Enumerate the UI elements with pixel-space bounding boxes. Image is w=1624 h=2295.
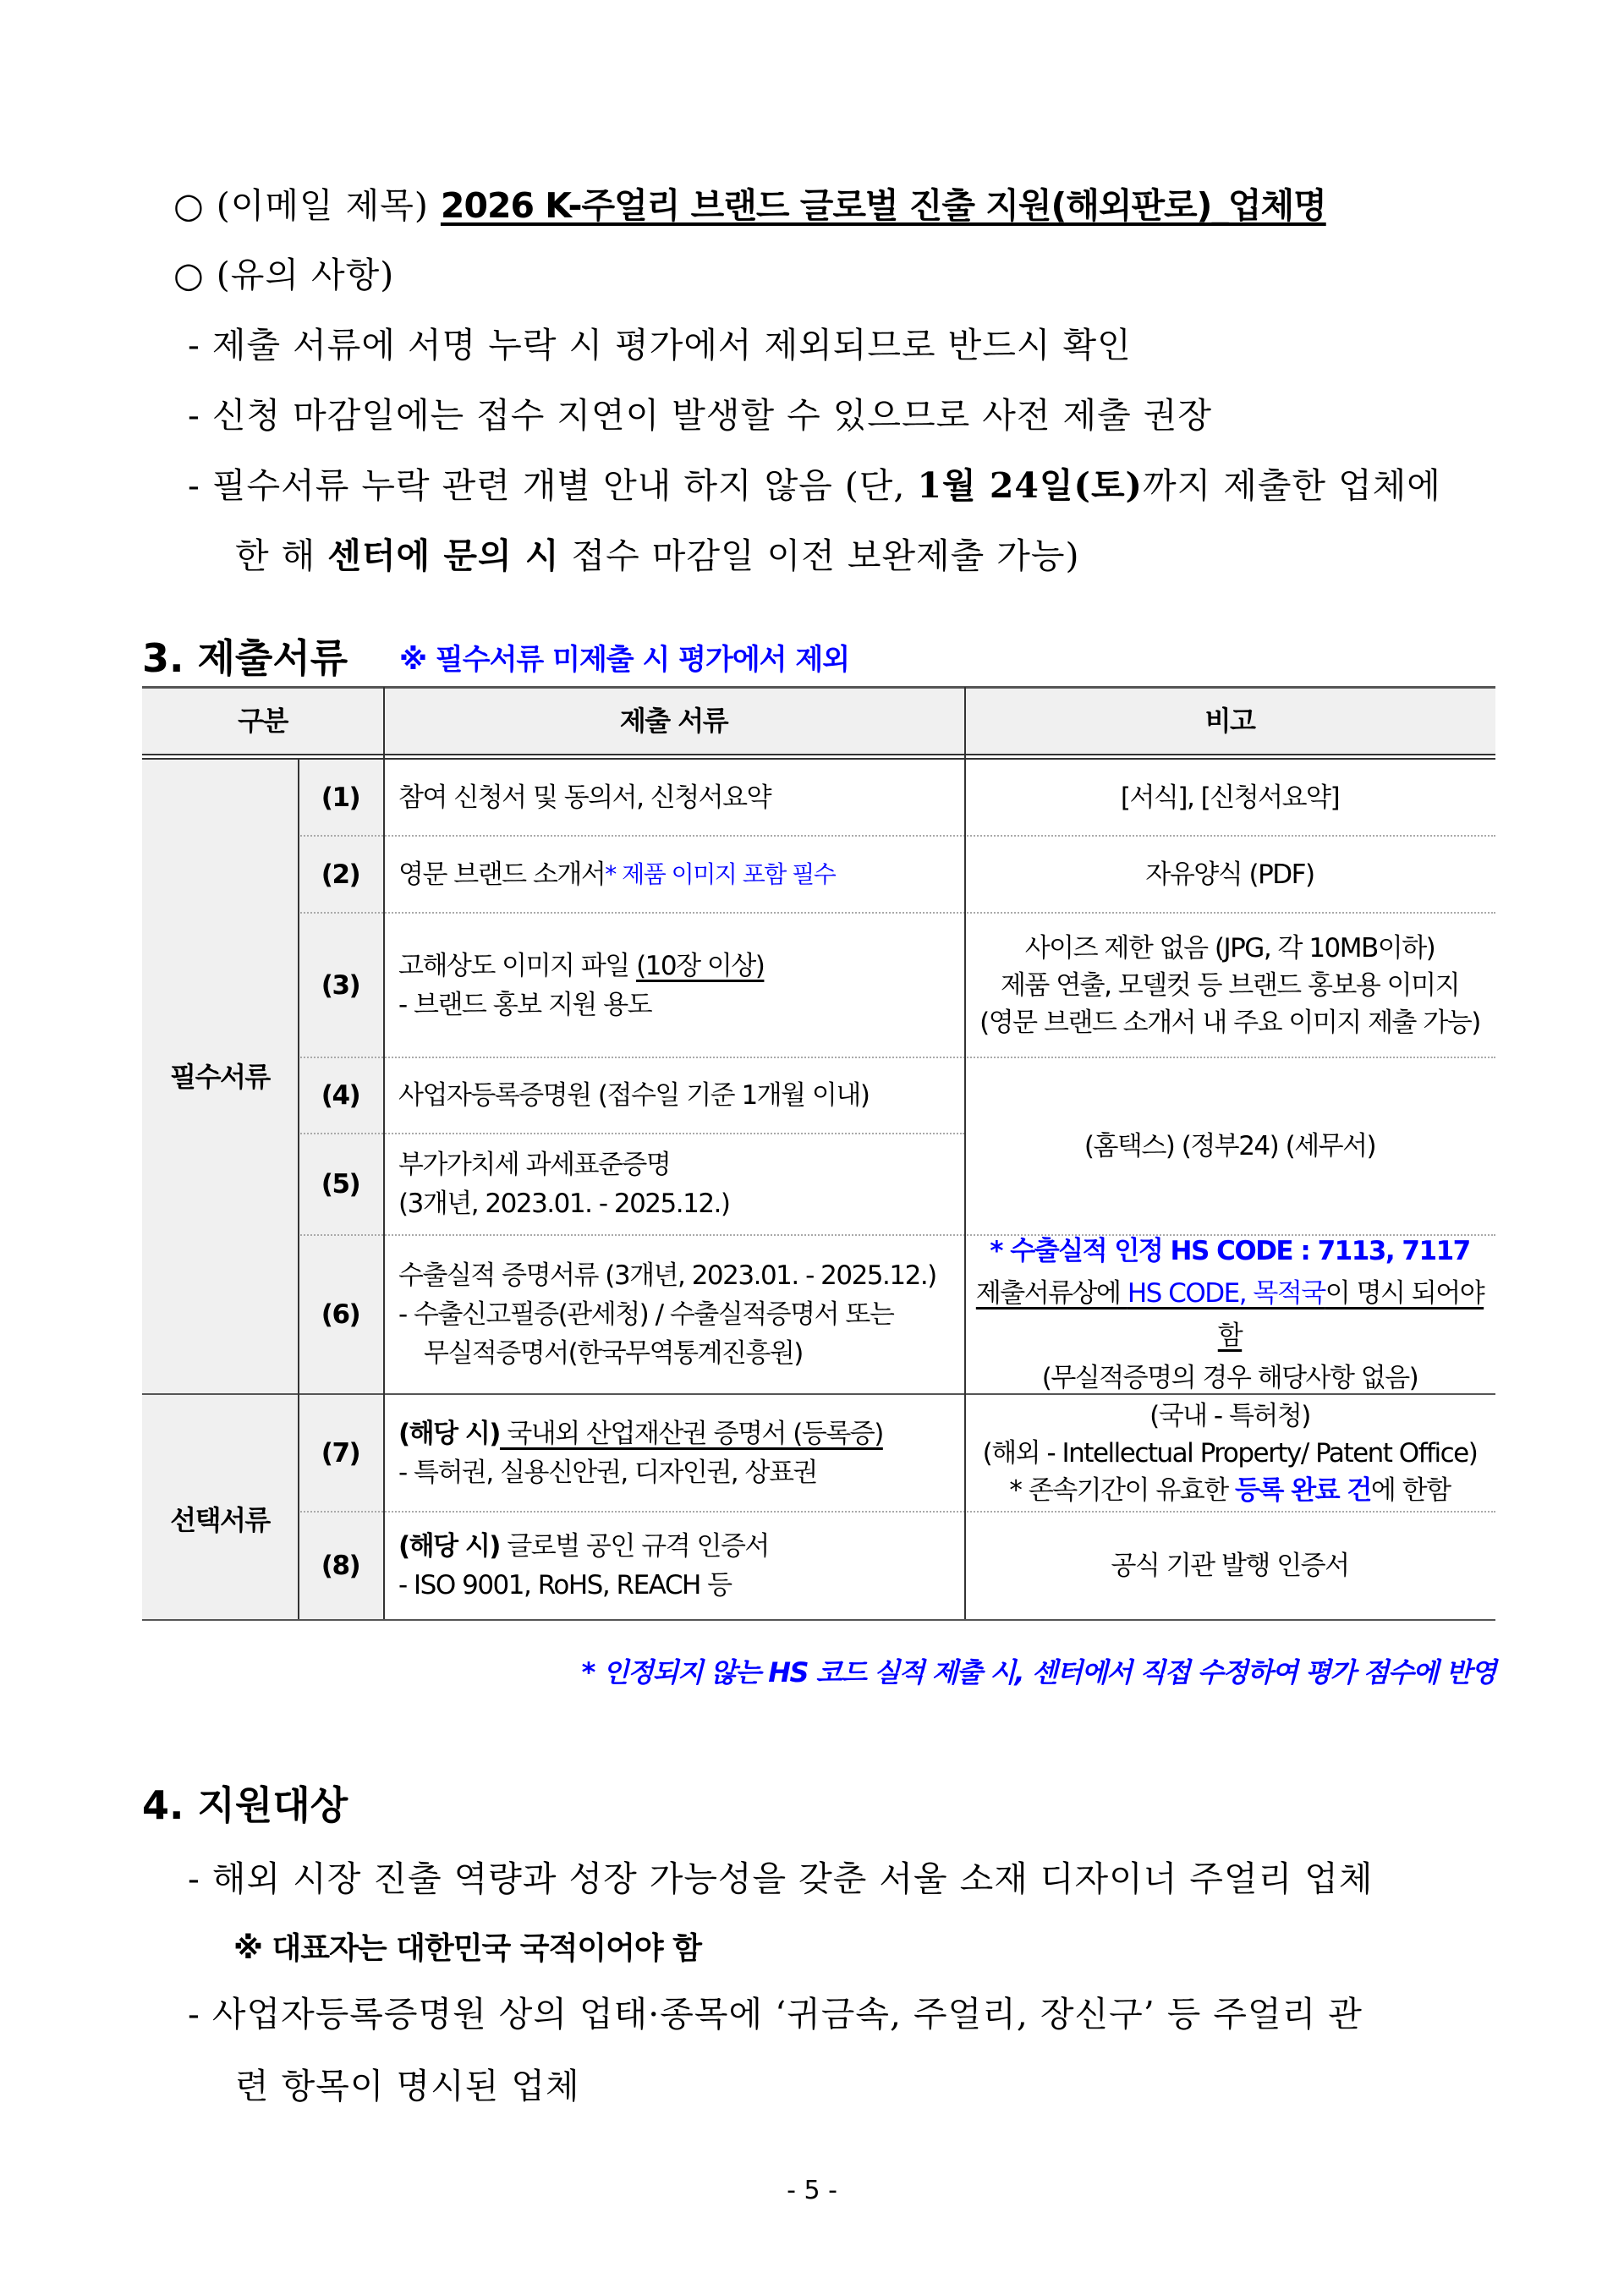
target-item-1: - 해외 시장 진출 역량과 성장 가능성을 갖춘 서울 소재 디자이너 주얼리 업체 (188, 1859, 1374, 1899)
doc-cell (383, 913, 964, 1057)
remark-highlight: HS CODE, 목적국 (1127, 1278, 1325, 1309)
header-category: 구분 (142, 687, 383, 755)
remark-text: (무실적증명의 경우 해당사항 없음) (1041, 1363, 1418, 1393)
remark-cell: [서식], [신청서요약] (1120, 782, 1340, 813)
row-number: (5) (298, 1134, 383, 1235)
row-number: (6) (298, 1235, 383, 1394)
doc-quantity: (10장 이상) (636, 950, 765, 981)
doc-text: 수출실적 증명서류 (3개년, 2023.01. - 2025.12.) (398, 1260, 936, 1291)
caution-contact-center: 센터에 문의 시 (327, 535, 560, 576)
doc-text: 글로벌 공인 규격 인증서 (499, 1531, 769, 1562)
hs-code-note: * 수출실적 인정 HS CODE : 7113, 7117 (990, 1236, 1470, 1266)
page-number: - 5 - (787, 2176, 837, 2205)
caution-item-3-text: - 필수서류 누락 관련 개별 안내 하지 않음 (단, (188, 465, 918, 506)
doc-condition: (해당 시) (398, 1418, 500, 1449)
header-remarks: 비고 (964, 687, 1495, 755)
doc-cell (383, 1134, 964, 1235)
doc-subtext: - 특허권, 실용신안권, 디자인권, 상표권 (398, 1457, 817, 1488)
row-number: (8) (298, 1512, 383, 1620)
section-4-title: 4. 지원대상 (142, 1782, 348, 1828)
group-required: 필수서류 (142, 760, 298, 1394)
doc-text: 고해상도 이미지 파일 (398, 950, 637, 981)
doc-cell: 참여 신청서 및 동의서, 신청서요약 (398, 782, 771, 813)
remark-highlight: 등록 완료 건 (1235, 1474, 1371, 1506)
target-item-2: - 사업자등록증명원 상의 업태·종목에 ‘귀금속, 주얼리, 장신구’ 등 주얼리 관 (188, 1994, 1363, 2034)
section-3-title: 3. 제출서류 (142, 635, 348, 681)
remark-cell (964, 1235, 1495, 1394)
doc-subtext: - 수출신고필증(관세청) / 수출실적증명서 또는 (398, 1299, 894, 1330)
group-divider (142, 1393, 1495, 1395)
header-documents: 제출 서류 (383, 687, 964, 755)
column-divider (964, 687, 966, 1619)
target-item-1-note: ※ 대표자는 대한민국 국적이어야 함 (233, 1931, 701, 1966)
caution-item-3-cont (235, 528, 1080, 578)
caution-deadline: 1월 24일(토) (917, 465, 1143, 506)
doc-subtext: (3개년, 2023.01. - 2025.12.) (398, 1189, 730, 1219)
remark-text: 제품 연출, 모델컷 등 브랜드 홍보용 이미지 (1000, 969, 1460, 1001)
remark-text: 제출서류상에 (975, 1278, 1127, 1309)
documents-table (142, 687, 1495, 1620)
caution-item-2: - 신청 마감일에는 접수 지연이 발생할 수 있으므로 사전 제출 권장 (188, 395, 1212, 436)
remark-text: 이 명시 되어야 함 (1217, 1278, 1484, 1351)
table-top-border (142, 686, 1495, 689)
caution-item-3-cont-end: 접수 마감일 이전 보완제출 가능) (559, 535, 1080, 576)
hs-code-footnote: * 인정되지 않는 HS 코드 실적 제출 시, 센터에서 직접 수정하여 평가 점수에 반영 (581, 1656, 1495, 1688)
caution-item-3-cont-text: 한 해 (235, 535, 328, 576)
doc-cell (383, 836, 964, 913)
section-3-note: ※ 필수서류 미제출 시 평가에서 제외 (399, 643, 850, 677)
remark-cell (964, 913, 1495, 1057)
row-divider (298, 835, 1495, 837)
doc-cell (383, 1235, 964, 1394)
caution-item-3 (188, 458, 1441, 508)
doc-condition: (해당 시) (398, 1531, 500, 1562)
doc-subtext: - 브랜드 홍보 지원 용도 (398, 989, 652, 1020)
remark-text: * 존속기간이 유효한 (1009, 1474, 1236, 1506)
row-number: (1) (298, 760, 383, 836)
doc-note: * 제품 이미지 포함 필수 (605, 859, 836, 888)
row-divider (298, 1511, 1495, 1513)
doc-text: 부가가치세 과세표준증명 (398, 1150, 671, 1180)
remark-cell (964, 1394, 1495, 1512)
remark-text: 사이즈 제한 없음 (JPG, 각 10MB이하) (1024, 932, 1435, 964)
row-divider (298, 912, 1495, 914)
email-subject-line (173, 178, 1326, 228)
row-number: (2) (298, 836, 383, 913)
remark-cell: 자유양식 (PDF) (1145, 859, 1314, 890)
remark-text: (국내 - 특허청) (1149, 1400, 1310, 1431)
doc-subtext: 무실적증명서(한국무역통계진흥원) (424, 1338, 803, 1369)
row-number: (7) (298, 1394, 383, 1512)
row-number: (3) (298, 913, 383, 1057)
remark-text: (해외 - Intellectual Property/ Patent Office) (982, 1437, 1478, 1469)
column-divider (383, 687, 385, 1619)
table-bottom-border (142, 1619, 1495, 1621)
doc-subtext: - ISO 9001, RoHS, REACH 등 (398, 1570, 732, 1600)
email-subject-label: ○ (이메일 제목) (173, 185, 429, 226)
remark-text: (영문 브랜드 소개서 내 주요 이미지 제출 가능) (979, 1007, 1480, 1038)
header-divider (142, 758, 1495, 760)
doc-cell: 사업자등록증명원 (접수일 기준 1개월 이내) (398, 1080, 870, 1111)
doc-text: 국내외 산업재산권 증명서 (등록증) (499, 1418, 883, 1449)
remark-cell: 공식 기관 발행 인증서 (1111, 1551, 1349, 1581)
caution-label: ○ (유의 사항) (173, 255, 395, 295)
row-divider (298, 1057, 1495, 1058)
doc-text: 영문 브랜드 소개서 (398, 859, 606, 890)
remark-text: 에 한함 (1370, 1474, 1451, 1506)
target-item-2-cont: 련 항목이 명시된 업체 (235, 2066, 580, 2106)
doc-cell (383, 1394, 964, 1512)
row-number: (4) (298, 1057, 383, 1134)
group-optional: 선택서류 (142, 1394, 298, 1620)
remark-cell-merged: (홈택스) (정부24) (세무서) (1084, 1131, 1376, 1161)
doc-cell (383, 1512, 964, 1620)
row-divider (298, 1234, 1495, 1236)
row-divider (298, 1133, 964, 1134)
column-divider (298, 760, 299, 1619)
header-divider (142, 754, 1495, 755)
email-subject-value: 2026 K-주얼리 브랜드 글로벌 진출 지원(해외판로)_업체명 (440, 185, 1326, 226)
caution-item-3-text-end: 까지 제출한 업체에 (1142, 465, 1441, 506)
caution-item-1: - 제출 서류에 서명 누락 시 평가에서 제외되므로 반드시 확인 (188, 325, 1132, 365)
